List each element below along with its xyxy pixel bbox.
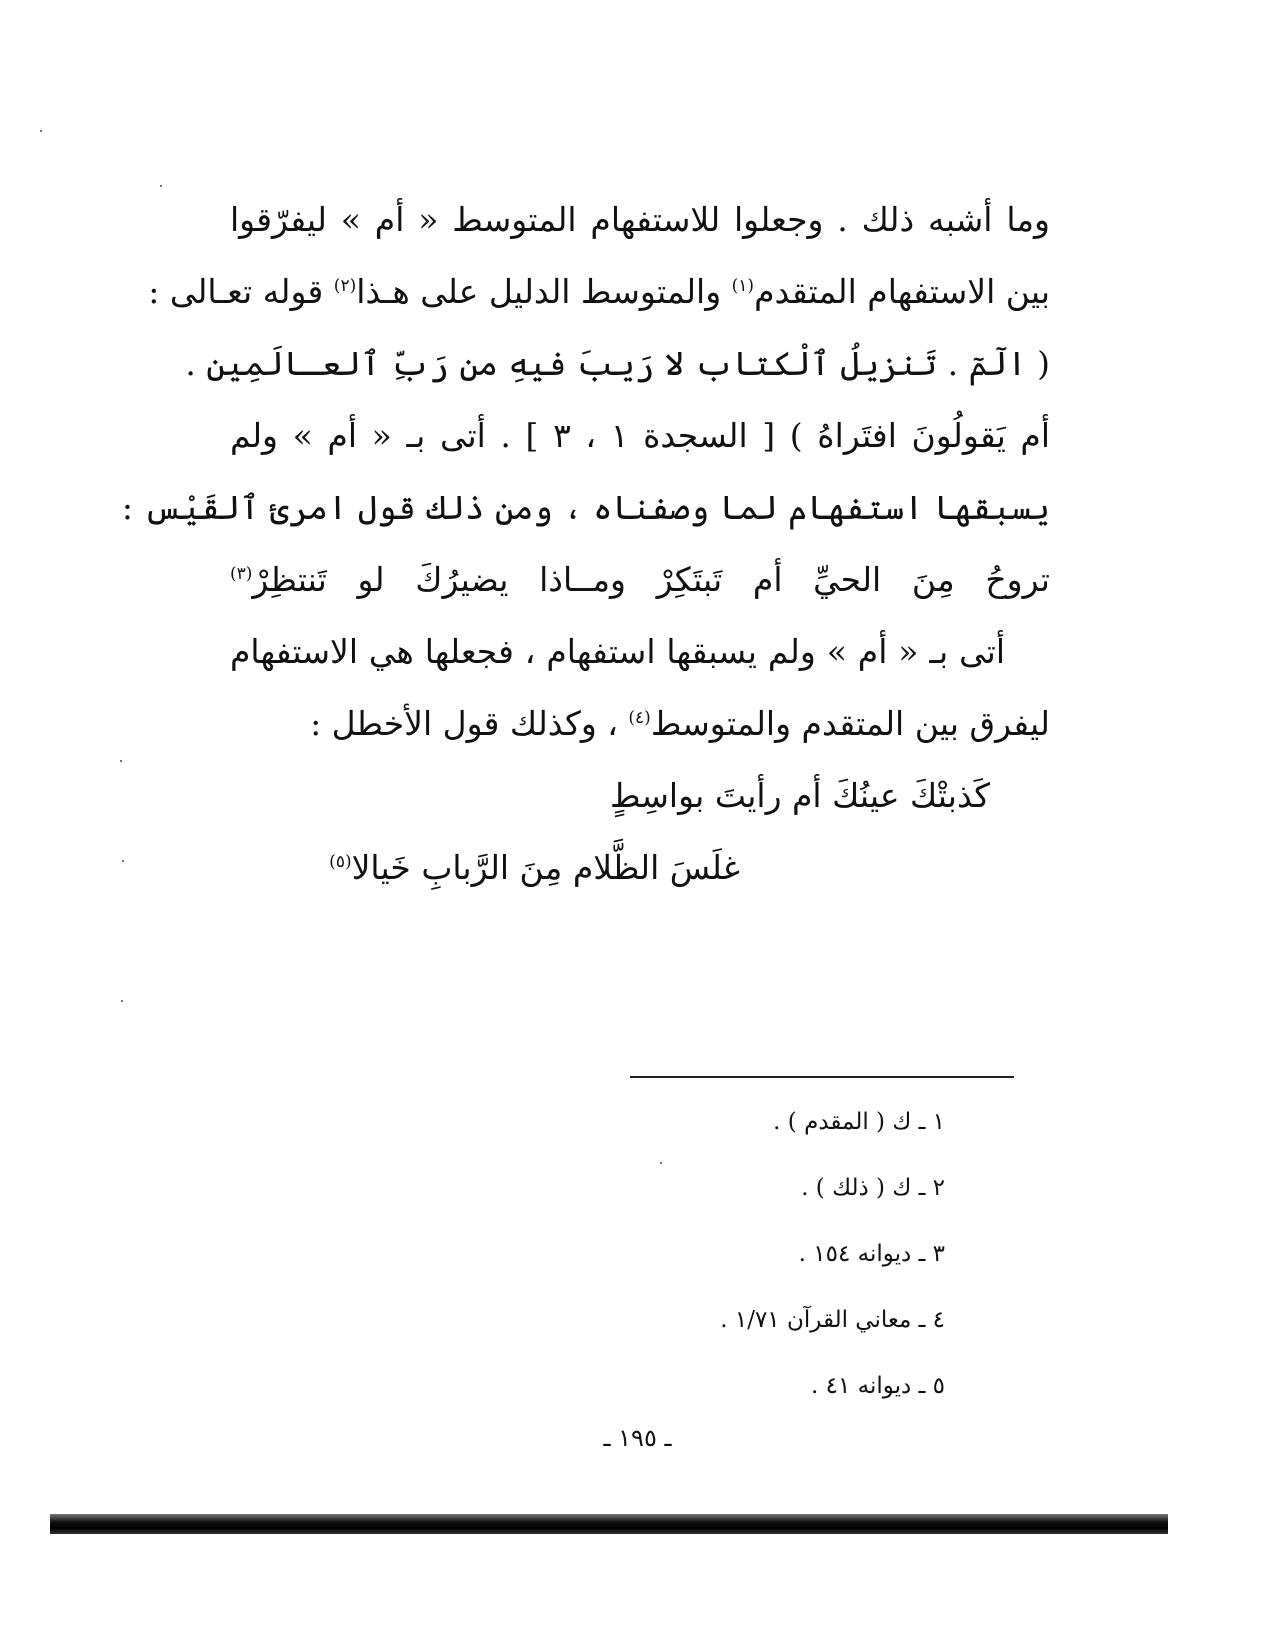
footnote-item: ٤ ـ معاني القرآن ١/٧١ . xyxy=(720,1307,945,1333)
footnote-item: ٣ ـ ديوانه ١٥٤ . xyxy=(798,1241,945,1267)
body-line xyxy=(148,272,1050,312)
text-span: ليفرق بين المتقدم والمتوسط xyxy=(650,704,1050,743)
footnote-divider xyxy=(630,1076,1014,1078)
body-line xyxy=(121,488,1050,528)
main-text xyxy=(121,200,1050,920)
footnote-item: ١ ـ ك ( المقدم ) . xyxy=(773,1109,945,1135)
scan-bottom-band xyxy=(50,1514,1168,1534)
text-span: أم يَقولُونَ افتَراهُ ) [ السجدة ١ ، ٣ ] . أتى بـ « أم » ولم xyxy=(230,416,1050,455)
text-span: ( الٓمٓ . تَنزيلُ ٱلْكتاب لا رَيبَ فيهِ من رَبِّ ٱلعـالَمِين . xyxy=(185,344,1050,383)
text-span: ، وكذلك قول الأخطل : xyxy=(310,704,618,743)
text-span: قوله تعـالى : xyxy=(148,272,324,311)
body-line xyxy=(230,704,1050,744)
text-span: كَذبتْكَ عينُكَ أم رأيتَ بواسِطٍ xyxy=(609,776,990,815)
footnote-marker: (٥) xyxy=(329,852,352,872)
text-span: والمتوسط الدليل على هـذا xyxy=(356,272,722,311)
footnote-marker: (٤) xyxy=(628,708,651,728)
footnote-item: ٥ ـ ديوانه ٤١ . xyxy=(810,1373,945,1399)
body-line xyxy=(185,344,1050,384)
scan-speck xyxy=(40,130,42,132)
scan-speck xyxy=(122,860,124,862)
footnote-marker: (١) xyxy=(731,276,755,296)
verse-line xyxy=(230,560,1050,600)
footnotes xyxy=(720,1100,945,1430)
scan-speck xyxy=(160,185,162,187)
footnote-marker: (٣) xyxy=(230,564,253,584)
text-span: يسبقها استفهام لما وصفناه ، ومن ذلك قول امرئ ٱلقَيْس : xyxy=(121,488,1050,527)
scan-speck xyxy=(120,760,122,762)
footnote-item: ٢ ـ ك ( ذلك ) . xyxy=(801,1175,945,1201)
scan-speck xyxy=(121,1000,123,1002)
text-span: بين الاستفهام المتقدم xyxy=(754,272,1050,311)
body-line xyxy=(230,200,1050,240)
footnote-marker: (٢) xyxy=(333,276,357,296)
text-span: وما أشبه ذلك . وجعلوا للاستفهام المتوسط « أم » ليفرّقوا xyxy=(230,200,1050,239)
text-span: أتى بـ « أم » ولم يسبقها استفهام ، فجعلها هي الاستفهام xyxy=(230,632,1005,671)
scan-speck xyxy=(660,1162,662,1164)
body-line xyxy=(230,632,1050,672)
text-span: تروحُ مِنَ الحيِّ أم تَبتَكِرْ ومــاذا يضيرُكَ لو تَنتظِرْ xyxy=(252,560,1050,599)
verse-line xyxy=(230,776,1050,816)
page-number: ـ ١٩٥ ـ xyxy=(603,1424,672,1452)
verse-line xyxy=(230,848,1050,888)
body-line xyxy=(230,416,1050,456)
text-span: غلَسَ الظَّلام مِنَ الرَّبابِ خَيالا xyxy=(351,848,740,887)
